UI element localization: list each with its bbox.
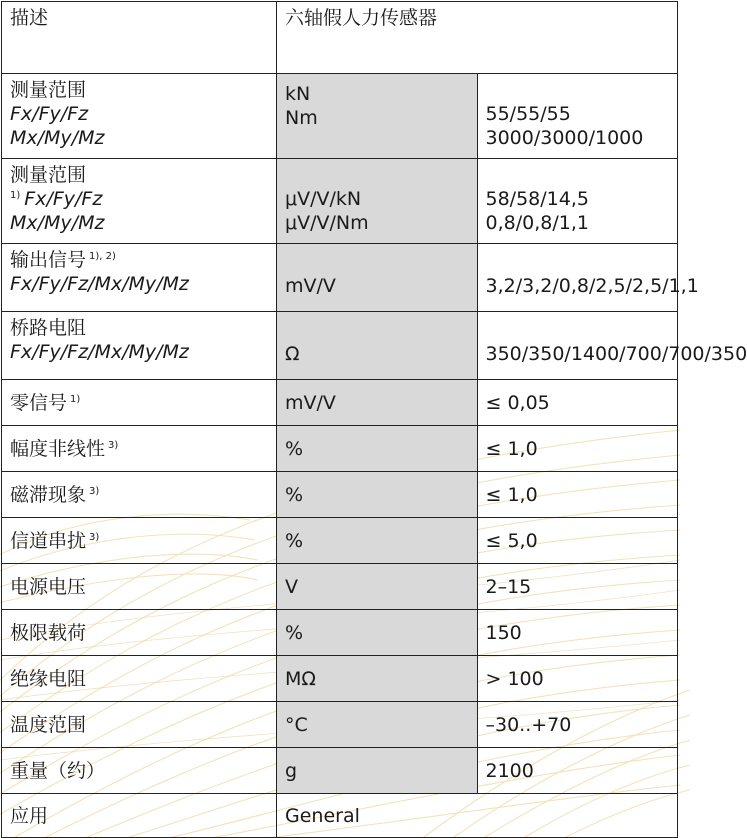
row-unit xyxy=(277,74,478,159)
row-value: –30..+70 xyxy=(477,702,678,748)
table-row xyxy=(2,564,678,610)
row-unit: % xyxy=(277,518,478,564)
row-unit: % xyxy=(277,610,478,656)
row-unit: °C xyxy=(277,702,478,748)
row-unit: MΩ xyxy=(277,656,478,702)
table-header-row xyxy=(2,2,678,74)
spec-table xyxy=(1,1,747,838)
table-row xyxy=(2,426,678,472)
table-row xyxy=(2,380,678,426)
row-label-text: 测量范围 xyxy=(10,164,87,186)
row-label-text: 输出信号 $^{1), 2)}$ xyxy=(10,249,116,271)
row-unit: mV/V xyxy=(277,244,478,312)
row-label: 应用 xyxy=(2,794,277,838)
row-unit: mV/V xyxy=(277,380,478,426)
row-value-line: 0,8/0,8/1,1 xyxy=(485,212,589,234)
row-value: ≤ 1,0 xyxy=(477,472,678,518)
row-label xyxy=(2,312,277,380)
row-value: 3,2/3,2/0,8/2,5/2,5/1,1 xyxy=(477,244,678,312)
footnote-marker: 3) xyxy=(108,439,119,451)
row-unit-line: μV/V/Nm xyxy=(285,212,369,234)
row-unit: % xyxy=(277,472,478,518)
row-label xyxy=(2,244,277,312)
table-row xyxy=(2,656,678,702)
row-label: 重量（约） xyxy=(2,748,277,794)
table-row xyxy=(2,518,678,564)
footnote-marker: 3) xyxy=(89,531,100,543)
header-label: 描述 xyxy=(2,2,277,74)
row-value-line: 3000/3000/1000 xyxy=(485,127,644,149)
row-label-text: 测量范围 xyxy=(10,79,87,101)
table-row xyxy=(2,748,678,794)
row-value: ≤ 0,05 xyxy=(477,380,678,426)
row-label xyxy=(2,74,277,159)
row-value: 350/350/1400/700/700/350 xyxy=(477,312,678,380)
row-label: 温度范围 xyxy=(2,702,277,748)
row-value-line: 55/55/55 xyxy=(485,103,571,125)
row-subline: $^{1)}$ Fx/Fy/Fz xyxy=(10,188,103,210)
row-value-line: 58/58/14,5 xyxy=(485,188,589,210)
footnote-marker: 1) xyxy=(70,393,81,405)
row-unit-line: μV/V/kN xyxy=(285,188,362,210)
table-row xyxy=(2,312,678,380)
table-row xyxy=(2,794,678,838)
row-label-text: 桥路电阻 xyxy=(10,317,87,339)
row-value xyxy=(477,159,678,244)
row-value: General xyxy=(277,794,678,838)
table-row xyxy=(2,472,678,518)
row-label: 信道串扰 $^{3)}$ xyxy=(2,518,277,564)
row-label: 电源电压 xyxy=(2,564,277,610)
row-subline: Mx/My/Mz xyxy=(10,127,105,149)
row-subline: Fx/Fy/Fz xyxy=(10,103,89,125)
row-label xyxy=(2,159,277,244)
table-row xyxy=(2,74,678,159)
row-unit xyxy=(277,159,478,244)
row-value: ≤ 5,0 xyxy=(477,518,678,564)
row-subline: Mx/My/Mz xyxy=(10,212,105,234)
row-label: 幅度非线性 $^{3)}$ xyxy=(2,426,277,472)
row-value xyxy=(477,74,678,159)
row-unit: % xyxy=(277,426,478,472)
row-label: 零信号 $^{1)}$ xyxy=(2,380,277,426)
footnote-marker: 1) xyxy=(10,190,21,201)
row-unit: g xyxy=(277,748,478,794)
row-unit-line: kN xyxy=(285,83,311,105)
row-value: ≤ 1,0 xyxy=(477,426,678,472)
footnote-marker: 3) xyxy=(89,485,100,497)
row-label: 绝缘电阻 xyxy=(2,656,277,702)
table-row xyxy=(2,159,678,244)
row-label: 极限载荷 xyxy=(2,610,277,656)
table-row xyxy=(2,610,678,656)
row-value: 150 xyxy=(477,610,678,656)
row-label: 磁滞现象 $^{3)}$ xyxy=(2,472,277,518)
row-unit: Ω xyxy=(277,312,478,380)
row-unit: V xyxy=(277,564,478,610)
row-unit-line: Nm xyxy=(285,107,318,129)
table-row xyxy=(2,702,678,748)
row-subline: Fx/Fy/Fz/Mx/My/Mz xyxy=(10,273,189,295)
row-value: 2–15 xyxy=(477,564,678,610)
header-value: 六轴假人力传感器 xyxy=(277,2,678,74)
table-row xyxy=(2,244,678,312)
footnote-marker: 1), 2) xyxy=(89,251,116,262)
row-value: 2100 xyxy=(477,748,678,794)
row-value: > 100 xyxy=(477,656,678,702)
row-subline: Fx/Fy/Fz/Mx/My/Mz xyxy=(10,341,189,363)
